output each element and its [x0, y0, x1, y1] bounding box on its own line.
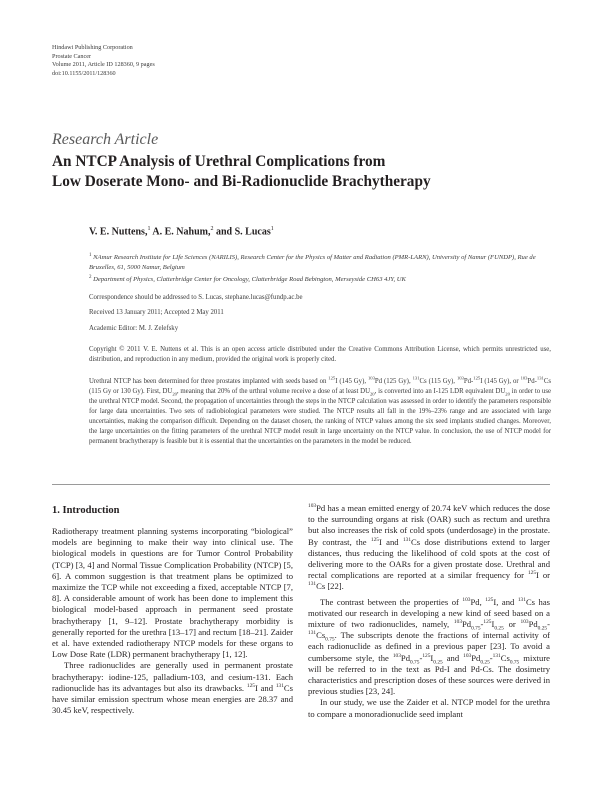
- title-line-2: Low Doserate Mono- and Bi-Radionuclide Brachytherapy: [52, 173, 431, 190]
- affiliation-text: NAmur Research Institute for LIfe Sciences (NARILIS), Research Center for the Physics of Matter and Radiation (PMR-LARN), University of Namur (FUNDP), Rue de Bruxelles, 61, 5000 Namur, Belgium: [89, 254, 536, 271]
- journal-header: [52, 44, 155, 78]
- section-heading: 1. Introduction: [52, 505, 120, 516]
- affiliation-number: 2: [89, 275, 92, 280]
- author-name: and S. Lucas: [215, 226, 271, 238]
- section-divider: [52, 484, 550, 485]
- author-affiliation-mark: 1: [147, 226, 151, 232]
- volume-info: Volume 2011, Article ID 128360, 9 pages: [52, 61, 155, 69]
- paragraph: The contrast between the properties of $^{103}$Pd, $^{125}$I, and $^{131}$Cs has motivated our research in developing a new kind of seed based on a mixture of two radionuclides, namely, $^{103}Pd_{0.75}-^{125}I_{0.25}$ or $^{103}Pd_{0.25}-^{131}Cs_{0.75}$. The subscripts denote the fractions of internal activity of each radionuclide as defined in a previous paper [23]. To avoid a cumbersome style, the $^{103}Pd_{0.75}-^{125}I_{0.25}$ and $^{103}Pd_{0.25}-^{131}Cs_{0.75}$ mixture will be referred to in the text as Pd-I and Pd-Cs. The dosimetry characteristics and prescription doses of these sources were derived in previous studies [23, 24].: [308, 596, 551, 697]
- affiliation: [89, 273, 559, 285]
- academic-editor: Academic Editor: M. J. Zelefsky: [89, 325, 179, 332]
- affiliation-number: 1: [89, 253, 92, 258]
- paragraph: Radiotherapy treatment planning systems incorporating “biological” models are beginning to make their way into clinical use. The biological models in questions are for Tumor Control Probability (TCP) [3, 4] and Normal Tissue Complication Probability (NTCP) [5, 6]. A common suggestion is that treatment plans be optimized to maximize the TCP while not exceeding a fixed, acceptable NTCP [7, 8]. A considerable amount of work has been done to implement this biological model-based approach in permanent seed prostate brachytherapy [1, 9–12]. Prostate brachytherapy morbidity is generally reported for the urethra [13–17] and rectum [18–21]. Zaider et al. have extended radiotherapy NTCP models for these organs to Low Dose Rate (LDR) permanent brachytherapy [1, 12].: [52, 526, 293, 660]
- doi: doi:10.1155/2011/128360: [52, 69, 116, 77]
- paragraph: $^{103}$Pd has a mean emitted energy of 20.74 keV which reduces the dose to the surrounding organs at risk (OAR) such as rectum and urethra but also increases the risk of cold spots (underdosage) in the prostate. By contrast, the $^{125}$I and $^{131}$Cs dose distributions extend to larger distances, thus reducing the likelihood of cold spots at the cost of delivering more to the OARs for a given prostate dose. Urethral and rectal complications are reported at a similar frequency for $^{125}$I or $^{131}$Cs [22].: [308, 503, 550, 592]
- right-column: [308, 503, 550, 720]
- publisher-name: Hindawi Publishing Corporation: [52, 44, 133, 51]
- paragraph: In our study, we use the Zaider et al. NTCP model for the urethra to compare a monoradionuclide seed implant: [308, 697, 550, 719]
- author-affiliation-mark: 2: [210, 226, 214, 232]
- author-name: A. E. Nahum,: [152, 226, 211, 238]
- correspondence: Correspondence should be addressed to S. Lucas, stephane.lucas@fundp.ac.be: [89, 294, 303, 301]
- left-column: [52, 526, 293, 716]
- paragraph: Three radionuclides are generally used in permanent prostate brachytherapy: iodine-125, palladium-103, and cesium-131. Each radionuclide has its advantages but also its drawbacks. $^{125}$I and $^{131}$Cs have similar emission spectrum whose mean energies are 28.37 and 30.45 keV, respectively.: [52, 660, 293, 716]
- affiliation: [89, 251, 559, 272]
- affiliation-text: Department of Physics, Clatterbridge Center for Oncology, Clatterbridge Road Bebington, Merseyside CH63 4JY, UK: [93, 276, 406, 284]
- author-affiliation-mark: 1: [270, 226, 274, 232]
- author-name: V. E. Nuttens,: [89, 226, 148, 238]
- article-type: Research Article: [52, 131, 159, 148]
- article-title: [52, 152, 431, 192]
- journal-name: Prostate Cancer: [52, 52, 92, 60]
- copyright-notice: Copyright © 2011 V. E. Nuttens et al. This is an open access article distributed under the Creative Commons Attribution License, which permits unrestricted use, distribution, and reproduction in any medium, provided the original work is properly cited.: [89, 346, 551, 363]
- abstract: Urethral NTCP has been determined for three prostates implanted with seeds based on $^{125}$I (145 Gy), $^{103}$Pd (125 Gy), $^{131}$Cs (115 Gy), $^{103}$Pd-$^{125}$I (145 Gy), or $^{103}$Pd-$^{131}$Cs (115 Gy or 130 Gy). First, $DU_{20}$, meaning that 20% of the urthral volume receive a dose of at least $DU_{20}$, is converted into an I-125 LDR equivalent $DU_{20}$ in order to use the urethral NTCP model. Second, the propagation of uncertainties through the steps in the NTCP calculation was assessed in order to identify the parameters responsible for large data uncertainties. Two sets of radiobiological parameters were studied. The NTCP results all fall in the 19%–23% range and are associated with large uncertainties, making the comparison difficult. Depending on the dataset chosen, the ranking of NTCP values among the six seed implants studied changes. Moreover, the large uncertainties on the fitting parameters of the urethral NTCP model result in large uncertainty on the NTCP value. In conclusion, the use of NTCP model for permanent brachytherapy is feasible but it is essential that the uncertainties on the parameters in the model be reduced.: [89, 375, 551, 445]
- title-line-1: An NTCP Analysis of Urethral Complications from: [52, 153, 386, 170]
- author-list: [89, 226, 274, 237]
- received-accepted-dates: Received 13 January 2011; Accepted 2 May 2011: [89, 309, 224, 316]
